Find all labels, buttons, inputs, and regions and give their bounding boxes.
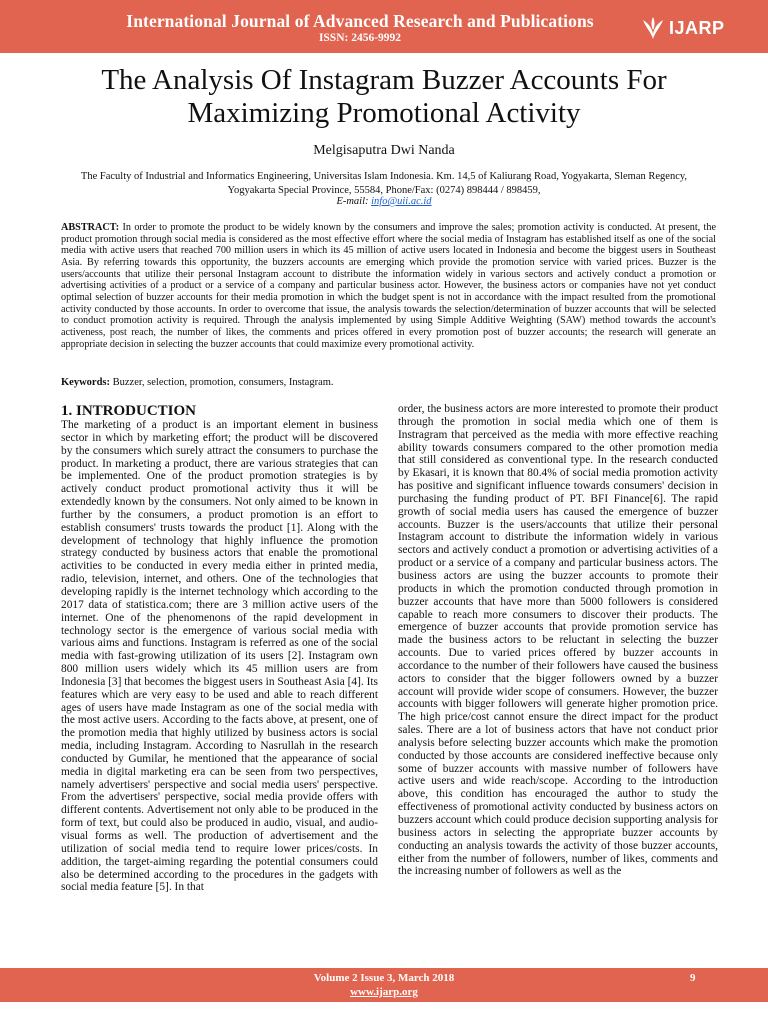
journal-issn: ISSN: 2456-9992 [318, 32, 402, 44]
footer-issue: Volume 2 Issue 3, March 2018 [313, 972, 455, 984]
journal-name: International Journal of Advanced Research and Publications [126, 11, 594, 31]
email-label: E-mail: [336, 196, 369, 207]
abstract [61, 222, 716, 350]
keywords-text: Buzzer, selection, promotion, consumers, Instagram. [112, 377, 334, 388]
journal-footer-bar [0, 968, 768, 1002]
logo-text: IJARP [669, 17, 725, 38]
journal-header-bar [0, 0, 768, 53]
email-line [0, 196, 768, 207]
author-affiliation: The Faculty of Industrial and Informatics Engineering, Universitas Islam Indonesia. Km. 14,5 of Kaliurang Road, Yogyakarta, Sleman Regency, Yogyakarta Special Province, 55584, Phone/Fax: (0274) 898444 / 898459, [80, 171, 688, 196]
footer-url-link[interactable]: www.ijarp.org [350, 986, 418, 998]
ijarp-leaf-logo-icon [642, 16, 664, 40]
abstract-label: ABSTRACT: [61, 222, 120, 233]
keywords [61, 377, 716, 388]
paper-author: Melgisaputra Dwi Nanda [313, 143, 455, 158]
paper-title: The Analysis Of Instagram Buzzer Accounts For Maximizing Promotional Activity [101, 64, 667, 129]
abstract-text: In order to promote the product to be widely known by the consumers and improve the sales; promotion activity is conducted. At present, the product promotion through social media is considered as the most effective effort where the social media of Instagram has established itself as one of the social media with active users that reached 700 million users in which its 45 million of active users located in Indonesia and become the biggest users in Southeast Asia. By referring towards this opportunity, the buzzers accounts are emerging which provide the promotion service with varied prices. Buzzer is the users/accounts that utilize their personal Instagram account to distribute the information widely in various sectors and actively conduct a promotion or advertising activities of a product or a service of a company and particular business actor. However, the business actors or companies have not yet conduct optimal selection of buzzer accounts for their media promotion in which the budget spent is not in accordance with the impact resulted from the promotional activity conducted by those accounts. In order to overcome that issue, the analysis towards the selection/determination of buzzer accounts that will be selected to conduct promotion activity is required. Through the analysis implemented by using Simple Additive Weighting (SAW) method towards the account's activeness, post reach, the number of likes, the comments and prices offered in every promotion post of buzzer accounts; the research will generate an appropriate decision in selecting the buzzer accounts that could maximize every promotional activity. [61, 222, 717, 350]
journal-logo [642, 15, 725, 41]
introduction-right-column: order, the business actors are more interested to promote their product through the promotion in social media which one of them is Instragram that perceived as the media with more effective reaching ability towards consumers compared to the other promotion media that still considered as conventional type. In the research conducted by Ekasari, it is known that 80.4% of social media promotion activity has positive and significant influence towards consumers' decision in purchasing the funding product of PT. BFI Finance[6]. The rapid growth of social media users has caused the emergence of buzzer accounts. Buzzer is the users/accounts that utilize their personal Instagram account to distribute the information widely in various sectors and actively conduct a promotion or advertising activities of a product or a service of a company and particular business actors. The business actors are using the buzzer accounts to promote their products in which the promotion conducted through promotion in buzzer accounts that have more than 5000 followers is considered capable to reach more consumers to discover their products. The emergence of buzzer accounts that provide promotion service has made the business actors to be reluctant in selecting the buzzer accounts. Due to varied prices offered by buzzer accounts in accordance to the number of their followers have caused the business actors to consider that the bigger followers owned by a buzzer account will provide wider scope of consumers. However, the buzzer accounts with bigger followers will generate higher promotion price. The high price/cost cannot ensure the direct impact for the product sales. There are a lot of business actors that have not conduct prior analysis before selecting buzzer accounts which make the promotion conducted by those accounts are considered ineffective because only some of buzzer accounts with massive number of followers have active users and wide reach/scope. According to the introduction above, this condition has encouraged the author to study the effectiveness of promotional activity conducted by business actors on buzzers account which could produce decision supporting analysis for business actors in selecting the appropriate buzzer accounts by conducting an analysis towards the activity of those buzzer accounts, either from the number of followers, number of likes, comments and the increasing number of followers as well as the [398, 403, 718, 878]
page-number: 9 [690, 972, 696, 984]
section-heading-introduction: 1. INTRODUCTION [61, 403, 197, 419]
email-link[interactable]: info@uii.ac.id [371, 196, 432, 207]
introduction-left-column: The marketing of a product is an important element in business sector in which by marketing effort; the product will be discovered by the consumers which surely attract the consumers to purchase the product. In marketing a product, there are various strategies that can be implemented. One of the product promotion strategies is by actively conduct product promotional activity thus it will be extendedly known by the consumers. Not only aimed to be known in further by the consumers, a product promotion is an effort to establish consumers' trusts towards the product [1]. Along with the development of technology that highly influence the promotion strategy conducted by business actors that enable the promotional activities to be conducted in every media either in printed media, radio, television, internet, and others. One of the technologies that developing rapidly is the internet technology which according to the 2017 data of statistica.com; there are 3 million active users of the internet. One of the phenomenons of the rapid development in technology sector is the emergence of various social media with various aims and functions. Instagram is referred as one of the social media with fast-growing utilization of its users [2]. Instagram own 800 million users widely which its 45 million users are from Indonesia [3] that becomes the biggest users in Southeast Asia [4]. Its features which are very easy to be used and able to reach different ages of users have made Instagram as one of the social media with the most active users. According to the facts above, at present, one of the promotion media that highly utilized by business actors is social media, including Instagram. According to Nasrullah in the research conducted by Gumilar, he mentioned that the appearance of social media in digital marketing era can be seen from two perspectives, namely advertisers' perspective and social media users' perspective. From the advertisers' perspective, social media provide offers with different contents. Advertisement not only able to be produced in the form of text, but could also be produced in audio, visual, and audio-visual forms as well. The production of advertisement and the utilization of social media tend to require lower prices/costs. In addition, the target-aiming regarding the potential consumers could also be determined according to the procedures in the gadgets with social media feature [5]. In that [61, 419, 378, 894]
keywords-label: Keywords: [61, 377, 110, 388]
